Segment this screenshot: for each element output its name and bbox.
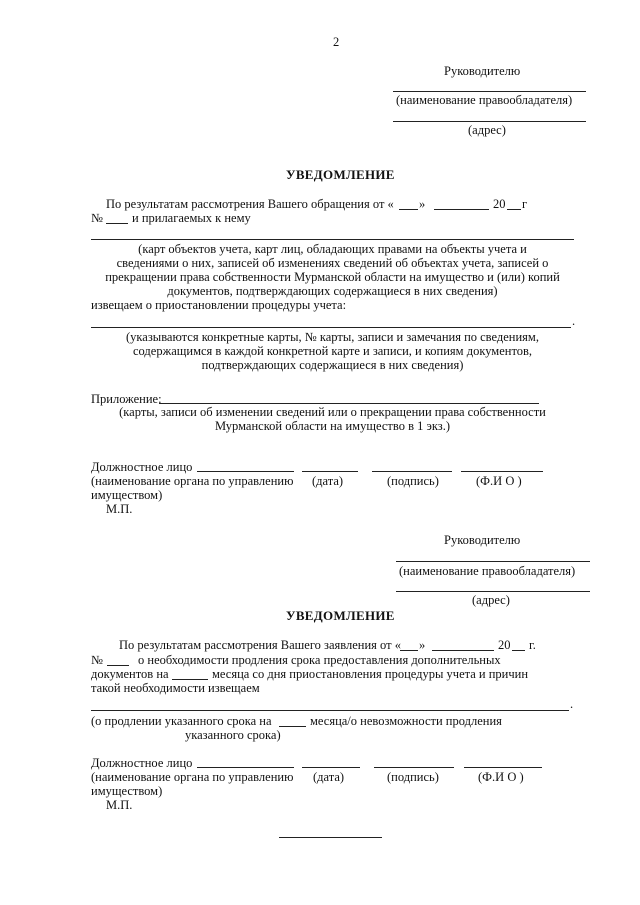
month-blank — [432, 650, 494, 651]
signature-caption: (подпись) — [387, 770, 439, 784]
remarks-caption-2: содержащимся в каждой конкретной карте и записи, и копиям документов, — [132, 344, 533, 358]
official-label: Должностное лицо — [91, 460, 193, 474]
body-text-line1: По результатам рассмотрения Вашего обращения от « — [106, 197, 394, 211]
month-blank — [434, 209, 489, 210]
owner-name-line — [396, 561, 590, 562]
footer-divider — [279, 837, 382, 838]
notification-title: УВЕДОМЛЕНИЕ — [286, 167, 395, 182]
body-text-line2: о необходимости продления срока предоставления дополнительных — [138, 653, 501, 667]
body-text-line3-rest: месяца со дня приостановления процедуры учета и причин — [212, 667, 529, 681]
owner-name-line — [393, 91, 586, 92]
body-text-line4: такой необходимости извещаем — [91, 681, 260, 695]
org-line — [197, 767, 294, 768]
extension-line — [91, 710, 569, 711]
page-number: 2 — [333, 35, 340, 49]
body-text-line2: и прилагаемых к нему — [132, 211, 251, 225]
year-blank — [507, 209, 521, 210]
notification-title: УВЕДОМЛЕНИЕ — [286, 608, 395, 623]
months-blank — [172, 679, 208, 680]
documents-line — [91, 239, 574, 240]
notify-text: извещаем о приостановлении процедуры учета: — [91, 298, 347, 312]
number-sign: № — [91, 653, 103, 667]
year-prefix: 20 — [493, 197, 506, 211]
fio-line — [464, 767, 542, 768]
day-blank — [400, 650, 418, 651]
org-caption: (наименование органа по управлению — [91, 474, 294, 488]
official-label: Должностное лицо — [91, 756, 193, 770]
extension-months-blank — [279, 726, 306, 727]
fio-caption: (Ф.И О ) — [478, 770, 524, 784]
extension-caption: (о продлении указанного срока на — [91, 714, 272, 728]
org-caption-2: имуществом) — [91, 784, 163, 798]
address-caption: (адрес) — [468, 123, 506, 137]
signature-line — [374, 767, 454, 768]
body-text-line3: документов на — [91, 667, 169, 681]
stamp-label: М.П. — [106, 502, 133, 516]
addressee-label: Руководителю — [444, 533, 521, 547]
date-line — [302, 471, 358, 472]
attachment-line — [159, 403, 539, 404]
signature-line — [372, 471, 452, 472]
fio-caption: (Ф.И О ) — [476, 474, 522, 488]
year-suffix: г — [522, 197, 528, 211]
fio-line — [461, 471, 543, 472]
address-caption: (адрес) — [472, 593, 510, 607]
attachment-label: Приложение: — [91, 392, 162, 406]
date-line — [302, 767, 360, 768]
attachment-caption-1: (карты, записи об изменении сведений или о прекращении права собственности — [119, 405, 546, 419]
date-caption: (дата) — [312, 474, 344, 488]
signature-caption: (подпись) — [387, 474, 439, 488]
number-sign: № — [91, 211, 103, 225]
org-caption: (наименование органа по управлению — [91, 770, 294, 784]
owner-name-caption: (наименование правообладателя) — [399, 564, 576, 578]
remarks-caption-1: (указываются конкретные карты, № карты, записи и замечания по сведениям, — [126, 330, 539, 344]
extension-caption-rest: месяца/о невозможности продления — [310, 714, 502, 728]
documents-caption-2: сведениями о них, записей об изменениях сведений об объектах учета, записей о — [116, 256, 549, 270]
address-line — [396, 591, 590, 592]
stamp-label: М.П. — [106, 798, 133, 812]
owner-name-caption: (наименование правообладателя) — [396, 93, 573, 107]
year-suffix: г. — [529, 638, 536, 652]
year-blank — [512, 650, 525, 651]
remarks-line — [91, 327, 571, 328]
attachment-caption-2: Мурманской области на имуществo в 1 экз.) — [214, 419, 451, 433]
documents-caption-3: прекращении права собственности Мурманской области на имущество и (или) копий — [105, 270, 560, 284]
date-caption: (дата) — [313, 770, 345, 784]
number-blank — [107, 665, 129, 666]
number-blank — [106, 223, 128, 224]
remarks-end: . — [572, 314, 576, 328]
extension-caption-2: указанного срока) — [185, 728, 281, 742]
body-text-line1: По результатам рассмотрения Вашего заявления от « — [119, 638, 401, 652]
documents-caption-4: документов, подтверждающих содержащиеся в них сведения) — [167, 284, 498, 298]
extension-end: . — [570, 697, 574, 711]
addressee-label: Руководителю — [444, 64, 521, 78]
documents-caption-1: (карт объектов учета, карт лиц, обладающих правами на объекты учета и — [138, 242, 527, 256]
address-line — [393, 121, 586, 122]
remarks-caption-3: подтверждающих содержащиеся в них сведения) — [201, 358, 464, 372]
org-caption-2: имуществом) — [91, 488, 163, 502]
quote-close: » — [419, 638, 426, 652]
org-line — [197, 471, 294, 472]
year-prefix: 20 — [498, 638, 511, 652]
day-blank — [399, 209, 418, 210]
quote-close: » — [419, 197, 426, 211]
